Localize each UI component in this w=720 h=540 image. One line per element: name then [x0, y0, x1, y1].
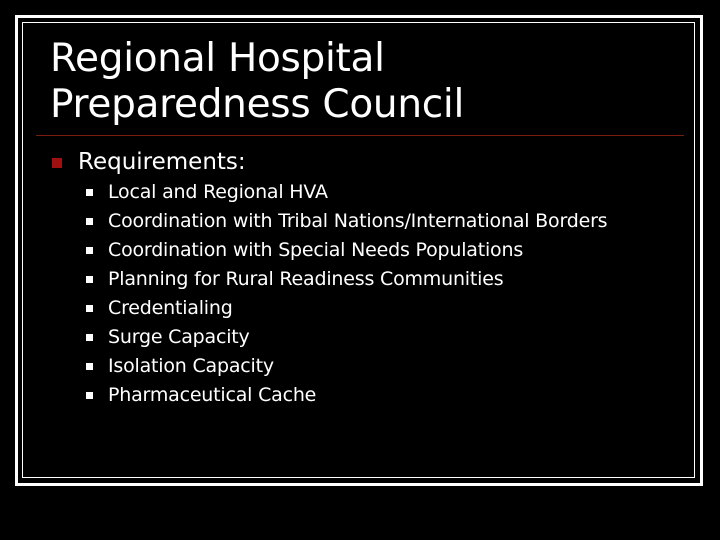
small-square-bullet-icon [86, 392, 93, 399]
small-square-bullet-icon [86, 276, 93, 283]
sub-item-label: Isolation Capacity [108, 355, 274, 377]
small-square-bullet-icon [86, 218, 93, 225]
requirements-sub-list [84, 178, 704, 410]
small-square-bullet-icon [86, 305, 93, 312]
sub-list-item [84, 294, 704, 323]
sub-item-label: Local and Regional HVA [108, 181, 328, 203]
title-divider [36, 135, 684, 136]
sub-item-label: Coordination with Special Needs Populations [108, 239, 524, 261]
sub-item-label: Pharmaceutical Cache [108, 384, 317, 406]
sub-list-item [84, 323, 704, 352]
sub-item-label: Credentialing [108, 297, 233, 319]
requirements-heading: Requirements: [78, 149, 246, 175]
list-item [48, 146, 688, 180]
sub-item-label: Planning for Rural Readiness Communities [108, 268, 504, 290]
small-square-bullet-icon [86, 363, 93, 370]
slide-title [50, 36, 690, 128]
sub-item-label: Coordination with Tribal Nations/International Borders [108, 210, 608, 232]
small-square-bullet-icon [86, 334, 93, 341]
small-square-bullet-icon [86, 247, 93, 254]
sub-item-label: Surge Capacity [108, 326, 250, 348]
slide-title-line-1: Regional Hospital [50, 36, 385, 81]
sub-list-item [84, 265, 704, 294]
sub-list-item [84, 207, 704, 236]
slide-title-line-2: Preparedness Council [50, 82, 464, 127]
small-square-bullet-icon [86, 189, 93, 196]
square-bullet-icon [52, 158, 62, 168]
sub-list-item [84, 352, 704, 381]
bullet-list [48, 146, 688, 180]
sub-list-item [84, 178, 704, 207]
sub-list-item [84, 236, 704, 265]
sub-list-item [84, 381, 704, 410]
